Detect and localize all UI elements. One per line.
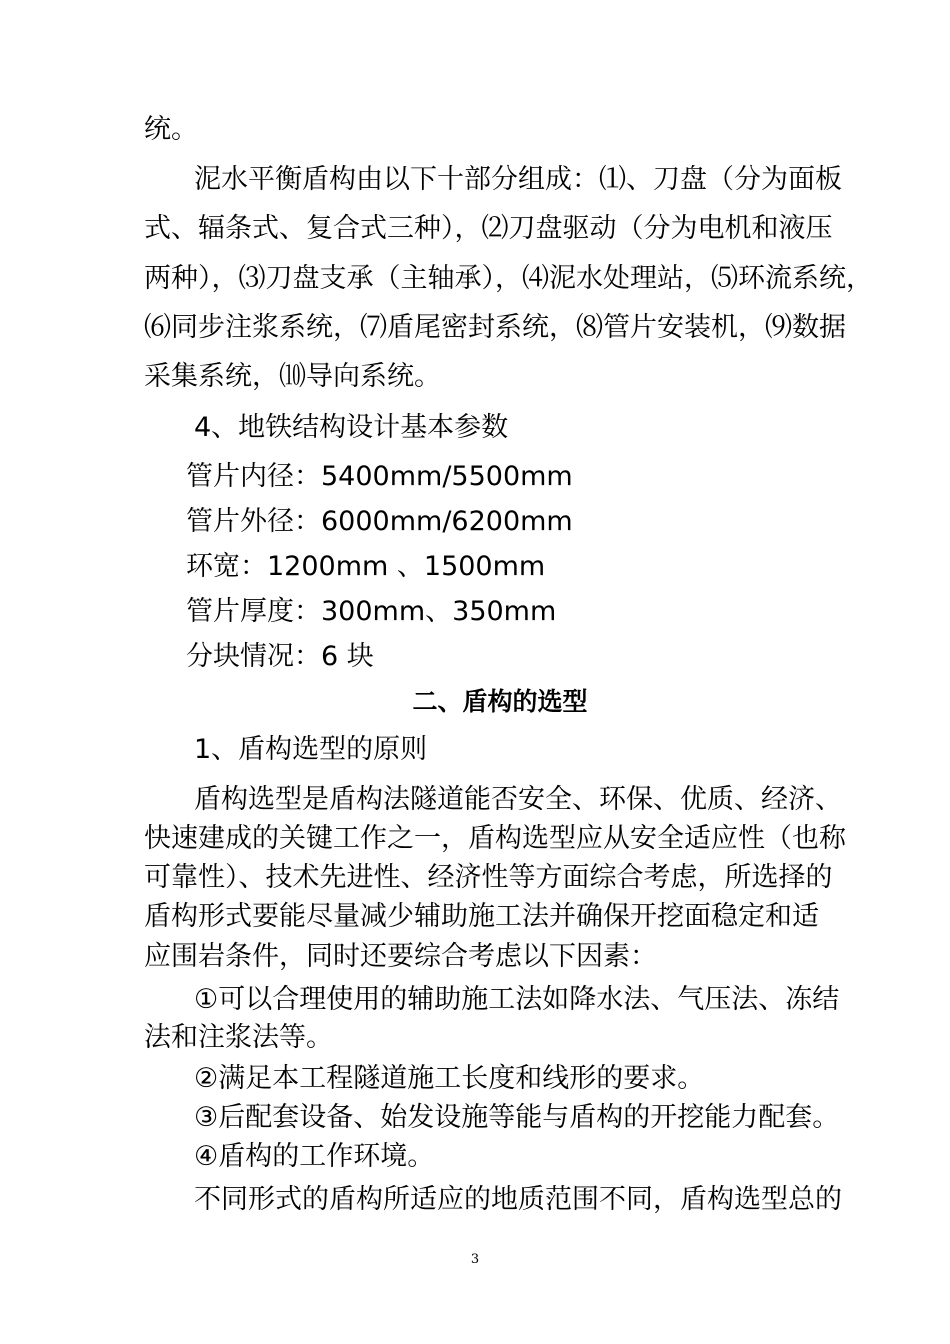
paragraph-line: 应围岩条件，同时还要综合考虑以下因素： — [144, 941, 657, 972]
parameter-line: 环宽：1200mm 、1500mm — [186, 551, 546, 582]
list-item: ①可以合理使用的辅助施工法如降水法、气压法、冻结 — [194, 984, 840, 1015]
paragraph-line: 两种），⑶刀盘支承（主轴承），⑷泥水处理站，⑸环流系统， — [144, 263, 873, 294]
parameter-line: 管片外径：6000mm/6200mm — [186, 506, 573, 537]
paragraph-line: 盾构形式要能尽量减少辅助施工法并确保开挖面稳定和适 — [144, 901, 819, 932]
paragraph-line: 泥水平衡盾构由以下十部分组成：⑴、刀盘（分为面板 — [194, 164, 842, 195]
paragraph-line: ⑹同步注浆系统，⑺盾尾密封系统，⑻管片安装机，⑼数据 — [144, 312, 846, 343]
parameter-line: 管片厚度：300mm、350mm — [186, 596, 557, 627]
parameter-line: 分块情况：6 块 — [186, 641, 374, 672]
list-item: ④盾构的工作环境。 — [194, 1141, 435, 1172]
section-heading: 二、盾构的选型 — [412, 687, 588, 716]
paragraph-line: 可靠性）、技术先进性、经济性等方面综合考虑，所选择的 — [144, 862, 833, 893]
section-subheading: 1、盾构选型的原则 — [194, 734, 428, 765]
list-item: ②满足本工程隧道施工长度和线形的要求。 — [194, 1063, 705, 1094]
paragraph-line: 式、辐条式、复合式三种），⑵刀盘驱动（分为电机和液压 — [144, 213, 833, 244]
list-item: ③后配套设备、始发设施等能与盾构的开挖能力配套。 — [194, 1102, 840, 1133]
paragraph-line: 盾构选型是盾构法隧道能否安全、环保、优质、经济、 — [194, 784, 842, 815]
list-item-continuation: 法和注浆法等。 — [144, 1022, 333, 1053]
paragraph-line: 采集系统，⑽导向系统。 — [144, 361, 441, 392]
section-subheading: 4、地铁结构设计基本参数 — [194, 412, 509, 443]
paragraph-line: 快速建成的关键工作之一，盾构选型应从安全适应性（也称 — [144, 823, 846, 854]
paragraph-line: 统。 — [144, 114, 198, 145]
paragraph-line: 不同形式的盾构所适应的地质范围不同，盾构选型总的 — [194, 1184, 842, 1215]
page-number: 3 — [470, 1252, 480, 1267]
parameter-line: 管片内径：5400mm/5500mm — [186, 461, 573, 492]
